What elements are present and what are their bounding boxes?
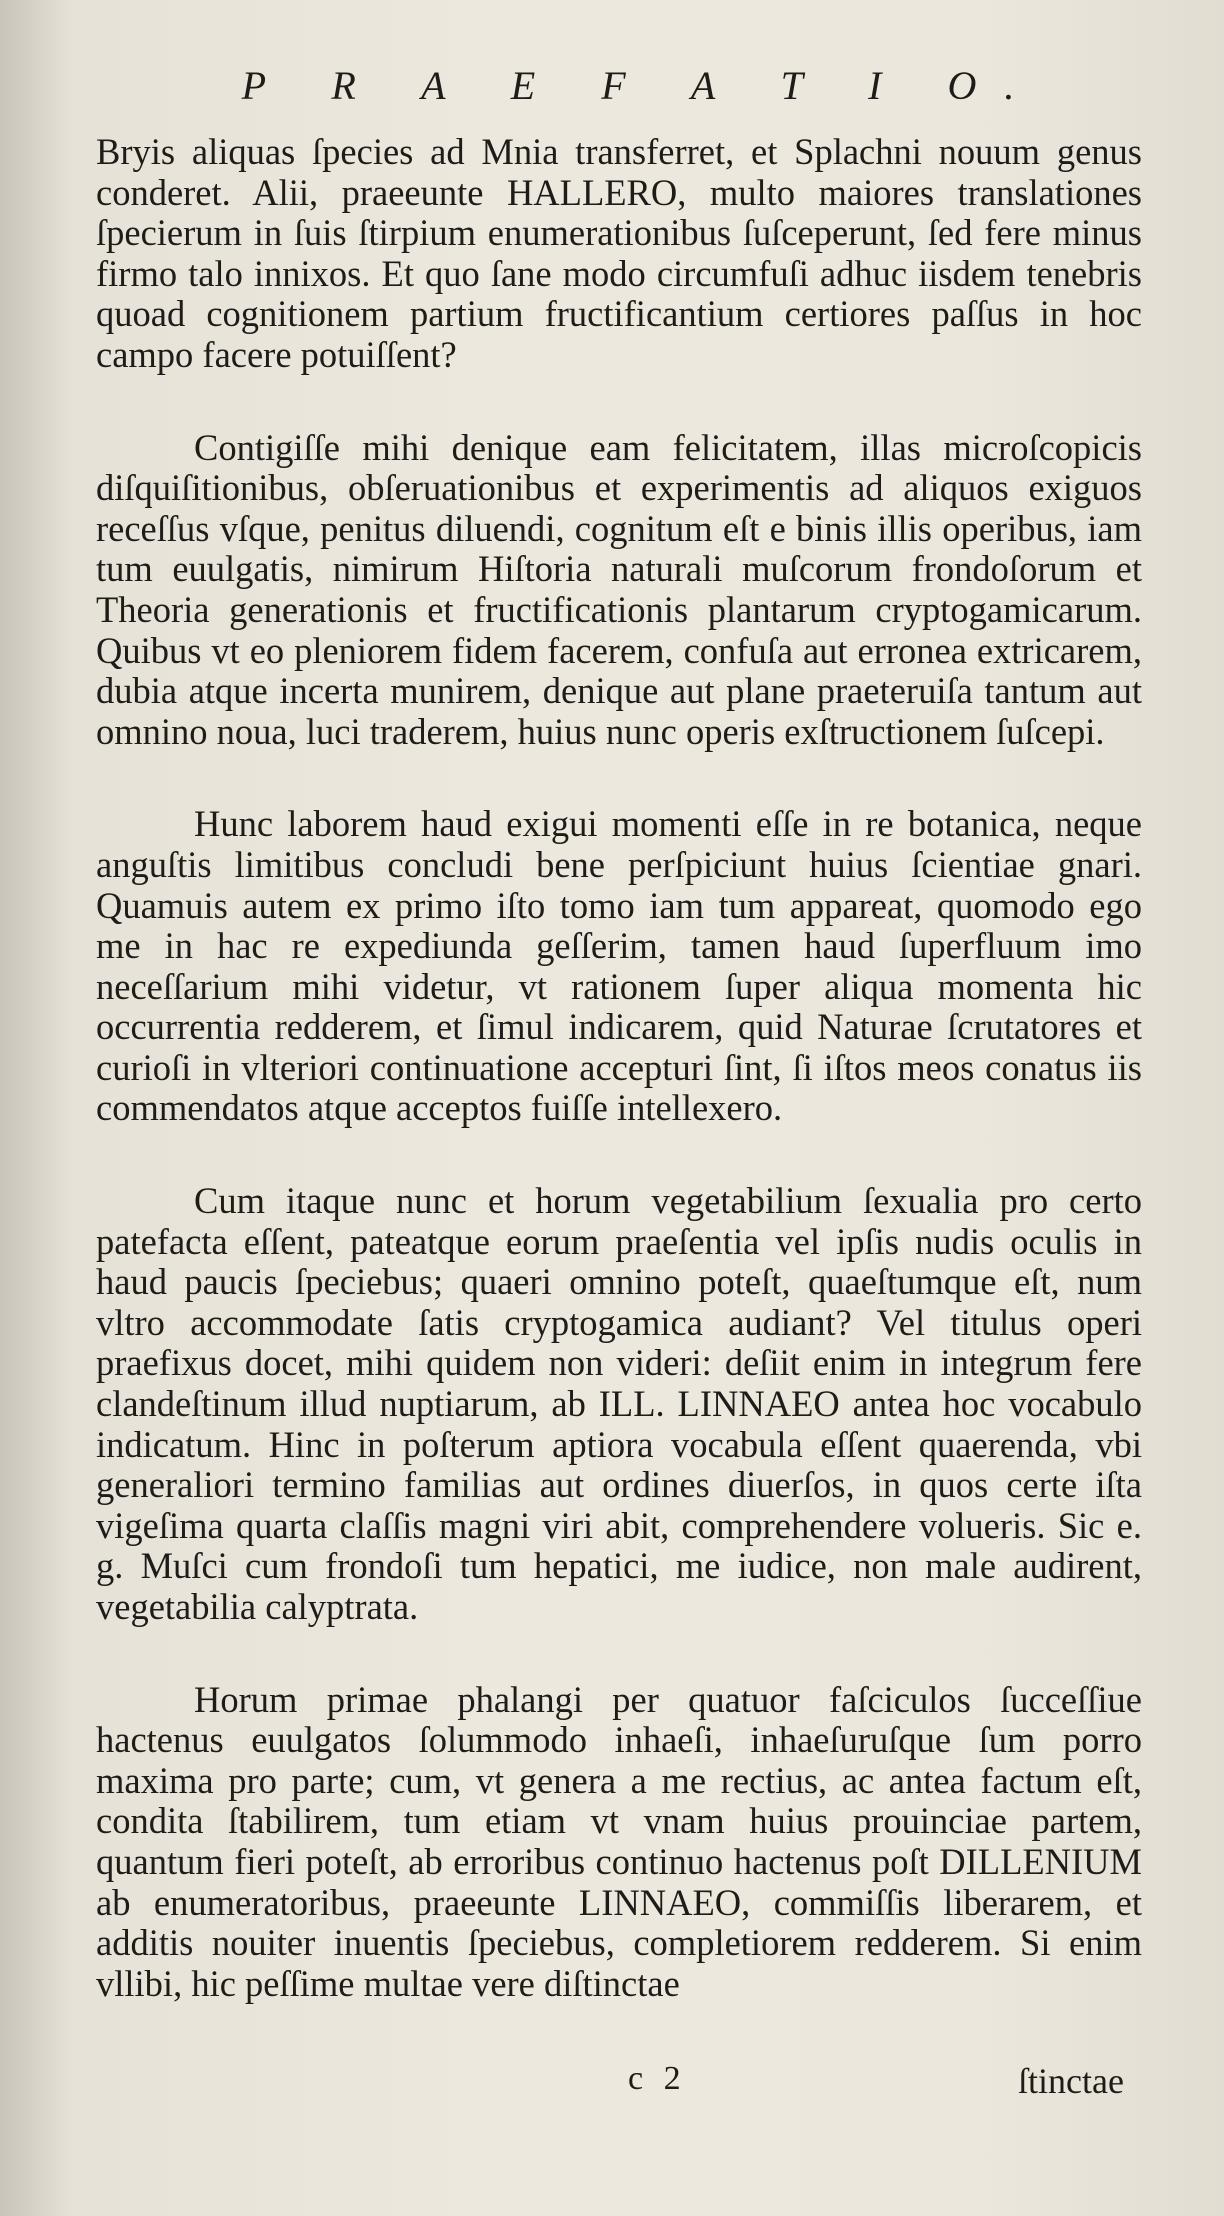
catchword: ſtinctae: [1018, 2061, 1124, 2101]
running-head: P R A E F A T I O.: [241, 63, 1043, 108]
paragraph-2: Contigiſſe mihi denique eam felicitatem, illas microſcopicis diſquiſitionibus, obſeruationibus et experimentis ad aliquos exiguos receſſus vſque, penitus diluendi, cognitum eſt e binis illis operibus, iam tum euulgatis, nimirum Hiſtoria naturali muſcorum frondoſorum et Theoria generationis et fructificationis plantarum cryptogamicarum. Quibus vt eo pleniorem fidem facerem, confuſa aut erronea extricarem, dubia atque incerta munirem, denique aut plane praeteruiſa tantum aut omnino noua, luci traderem, huius nunc operis exſtructionem ſuſcepi.: [96, 426, 1142, 752]
page-footer: [0, 2060, 1224, 2110]
signature-mark: c 2: [628, 2060, 687, 2097]
body-text: [96, 132, 1142, 2056]
paragraph-1: Bryis aliquas ſpecies ad Mnia transferret, et Splachni nouum genus conderet. Alii, praeeunte HALLERO, multo maiores translationes ſpecierum in ſuis ſtirpium enumerationibus ſuſceperunt, ſed fere minus firmo talo innixos. Et quo ſane modo circumfuſi adhuc iisdem tenebris quoad cognitionem partium fructificantium certiores paſſus in hoc campo facere potuiſſent?: [96, 131, 1142, 375]
paragraph-5: Horum primae phalangi per quatuor faſciculos ſucceſſiue hactenus euulgatos ſolummodo inhaeſi, inhaeſuruſque ſum porro maxima pro parte; cum, vt genera a me rectius, ac antea factum eſt, condita ſtabilirem, tum etiam vt vnam huius prouinciae partem, quantum fieri poteſt, ab erroribus continuo hactenus poſt DILLENIUM ab enumeratoribus, praeeunte LINNAEO, commiſſis liberarem, et additis nouiter inuentis ſpeciebus, completiorem redderem. Si enim vllibi, hic peſſime multae vere diſtinctae: [96, 1678, 1142, 2004]
paragraph-3: Hunc laborem haud exigui momenti eſſe in re botanica, neque anguſtis limitibus concludi bene perſpiciunt huius ſcientiae gnari. Quamuis autem ex primo iſto tomo iam tum appareat, quomodo ego me in hac re expediunda geſſerim, tamen haud ſuperfluum imo neceſſarium mihi videtur, vt rationem ſuper aliqua momenta hic occurrentia redderem, et ſimul indicarem, quid Naturae ſcrutatores et curioſi in vlteriori continuatione accepturi ſint, ſi iſtos meos conatus iis commendatos atque acceptos fuiſſe intellexero.: [96, 803, 1142, 1129]
paragraph-4: Cum itaque nunc et horum vegetabilium ſexualia pro certo patefacta eſſent, pateatque eorum praeſentia vel ipſis nudis oculis in haud paucis ſpeciebus; quaeri omnino poteſt, quaeſtumque eſt, num vltro accommodate ſatis cryptogamica audiant? Vel titulus operi praefixus docet, mihi quidem non videri: deſiit enim in integrum fere clandeſtinum illud nuptiarum, ab ILL. LINNAEO antea hoc vocabulo indicatum. Hinc in poſterum aptiora vocabula eſſent quaerenda, vbi generaliori termino familias aut ordines diuerſos, in quos certe iſta vigeſima quarta claſſis magni viri abit, comprehendere volueris. Sic e. g. Muſci cum frondoſi tum hepatici, me iudice, non male audirent, vegetabilia calyptrata.: [96, 1180, 1142, 1627]
